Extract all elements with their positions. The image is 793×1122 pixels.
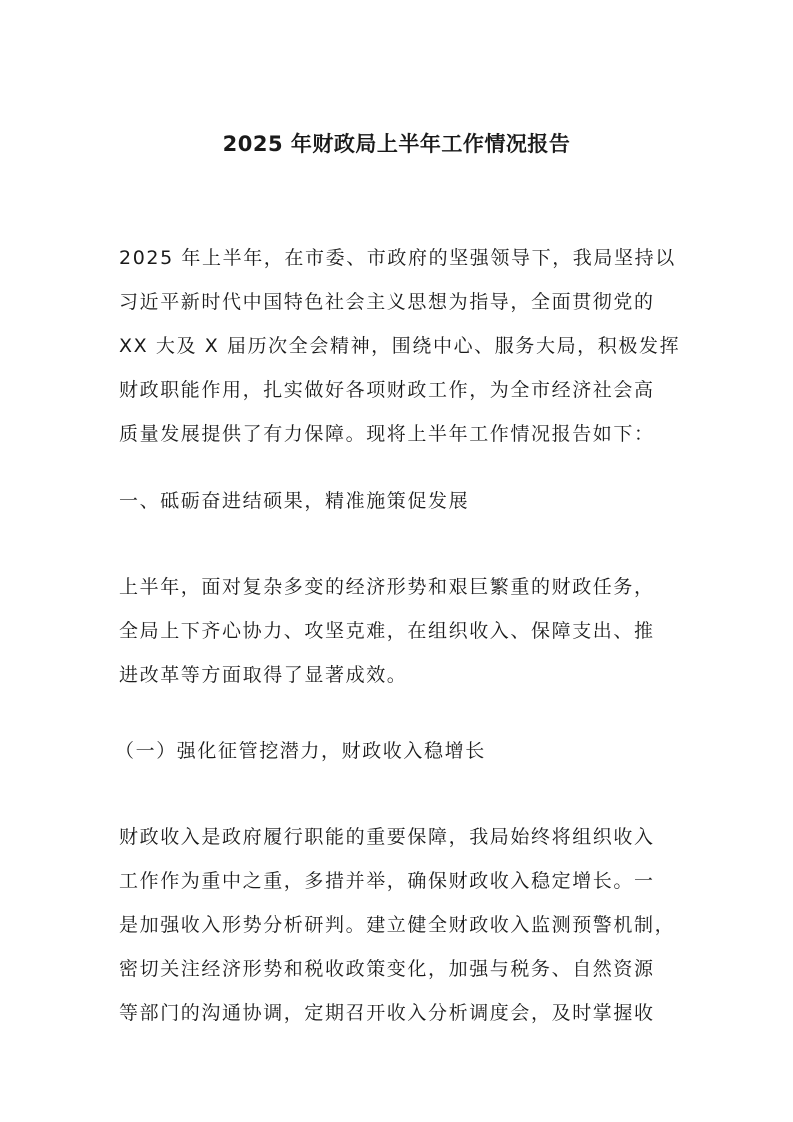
- paragraph-line: 进改革等方面取得了显著成效。: [119, 664, 408, 686]
- paragraph-line: 全局上下齐心协力、攻坚克难，在组织收入、保障支出、推: [119, 620, 655, 642]
- paragraph-line: 是加强收入形势分析研判。建立健全财政收入监测预警机制，: [119, 914, 676, 936]
- paragraph-line: 工作作为重中之重，多措并举，确保财政收入稳定增长。一: [119, 870, 655, 892]
- paragraph-line: 财政收入是政府履行职能的重要保障，我局始终将组织收入: [119, 826, 655, 848]
- intro-paragraph: [119, 236, 679, 456]
- paragraph-line: XX 大及 X 届历次全会精神，围绕中心、服务大局，积极发挥: [119, 335, 681, 357]
- section-1-paragraph: [119, 565, 679, 697]
- subsection-heading: [115, 729, 675, 773]
- paragraph-line: 习近平新时代中国特色社会主义思想为指导，全面贯彻党的: [119, 291, 655, 313]
- subsection-1-paragraph: [119, 815, 679, 1035]
- subheading-text: （一）强化征管挖潜力，财政收入稳增长: [115, 740, 486, 762]
- document-title: 2025 年财政局上半年工作情况报告: [222, 132, 571, 156]
- paragraph-line: 上半年，面对复杂多变的经济形势和艰巨繁重的财政任务，: [119, 576, 655, 598]
- paragraph-line: 等部门的沟通协调，定期召开收入分析调度会，及时掌握收: [119, 1002, 655, 1024]
- paragraph-line: 财政职能作用，扎实做好各项财政工作，为全市经济社会高: [119, 379, 655, 401]
- paragraph-line: 质量发展提供了有力保障。现将上半年工作情况报告如下：: [119, 423, 655, 445]
- paragraph-line: 2025 年上半年，在市委、市政府的坚强领导下，我局坚持以: [119, 247, 676, 269]
- section-heading: [119, 479, 679, 523]
- paragraph-line: 密切关注经济形势和税收政策变化，加强与税务、自然资源: [119, 958, 655, 980]
- heading-text: 一、砥砺奋进结硕果，精准施策促发展: [119, 490, 470, 512]
